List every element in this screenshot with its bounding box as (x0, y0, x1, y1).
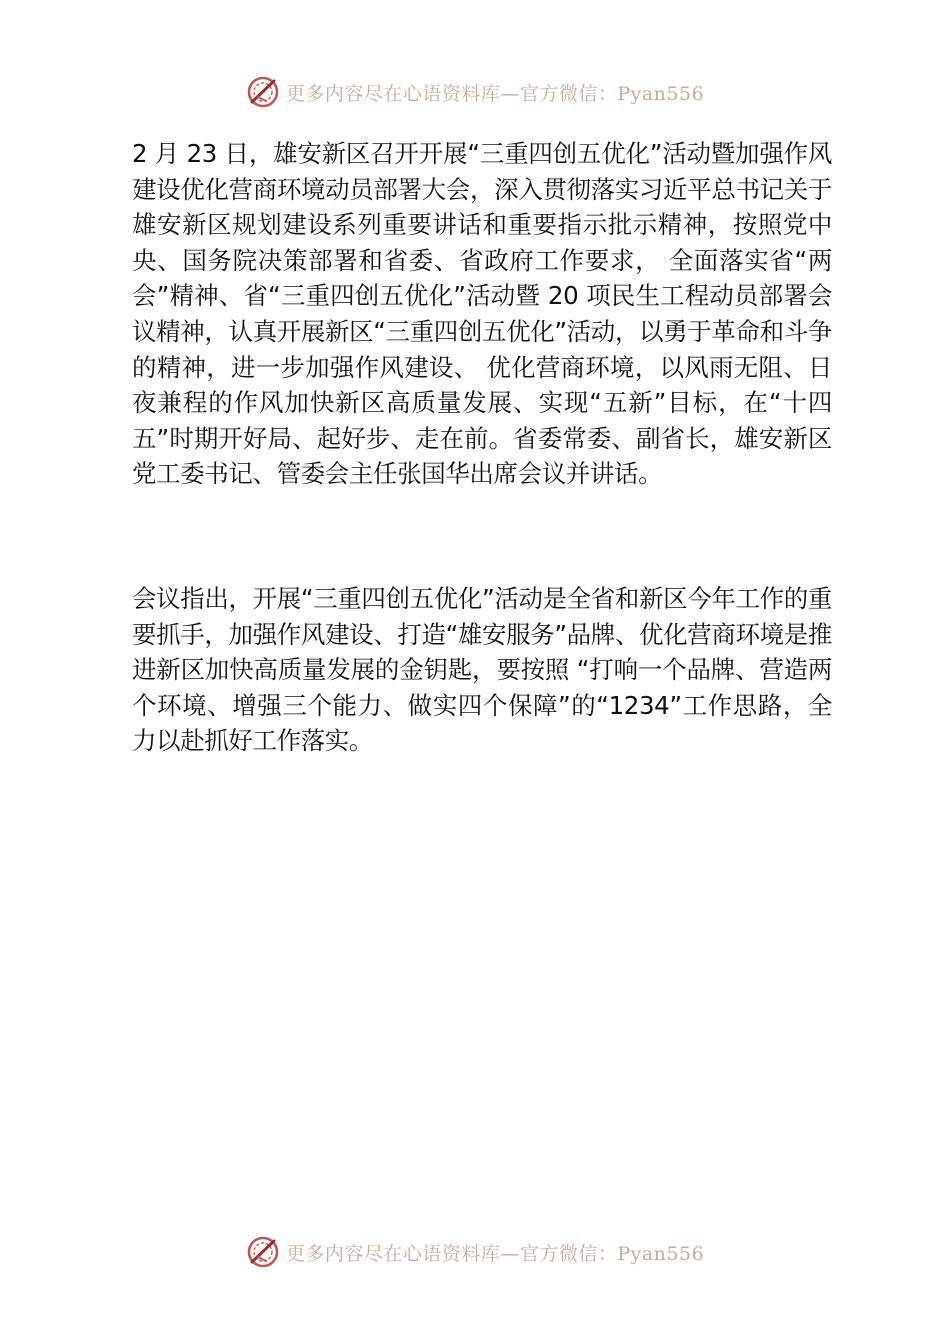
paragraph-1: 2 月 23 日，雄安新区召开开展“三重四创五优化”活动暨加强作风建设优化营商环境动员部署大会，深入贯彻落实习近平总书记关于雄安新区规划建设系列重要讲话和重要指示批示精神，按照党中央、国务院决策部署和省委、省政府工作要求， 全面落实省“两会”精神、省“三重四创五优化”活动暨 20 项民生工程动员部署会议精神，认真开展新区“三重四创五优化”活动，以勇于革命和斗争的精神，进一步加强作风建设、 优化营商环境，以风雨无阻、日夜兼程的作风加快新区高质量发展、实现“五新”目标，在“十四五”时期开好局、起好步、走在前。省委常委、副省长，雄安新区党工委书记、管委会主任张国华出席会议并讲话。 (132, 139, 832, 489)
document-body (132, 136, 832, 759)
watermark-logo-icon (246, 75, 280, 109)
header-watermark (0, 72, 950, 112)
footer-watermark (0, 1232, 950, 1272)
watermark-logo-icon (246, 1235, 280, 1269)
paragraph-2: 会议指出，开展“三重四创五优化”活动是全省和新区今年工作的重要抓手，加强作风建设、打造“雄安服务”品牌、优化营商环境是推进新区加快高质量发展的金钥匙，要按照 “打响一个品牌、营造两个环境、增强三个能力、做实四个保障”的“1234”工作思路，全力以赴抓好工作落实。 (132, 583, 832, 756)
watermark-text: 更多内容尽在心语资料库—官方微信：Pyan556 (285, 82, 705, 105)
watermark-text: 更多内容尽在心语资料库—官方微信：Pyan556 (285, 1242, 705, 1265)
